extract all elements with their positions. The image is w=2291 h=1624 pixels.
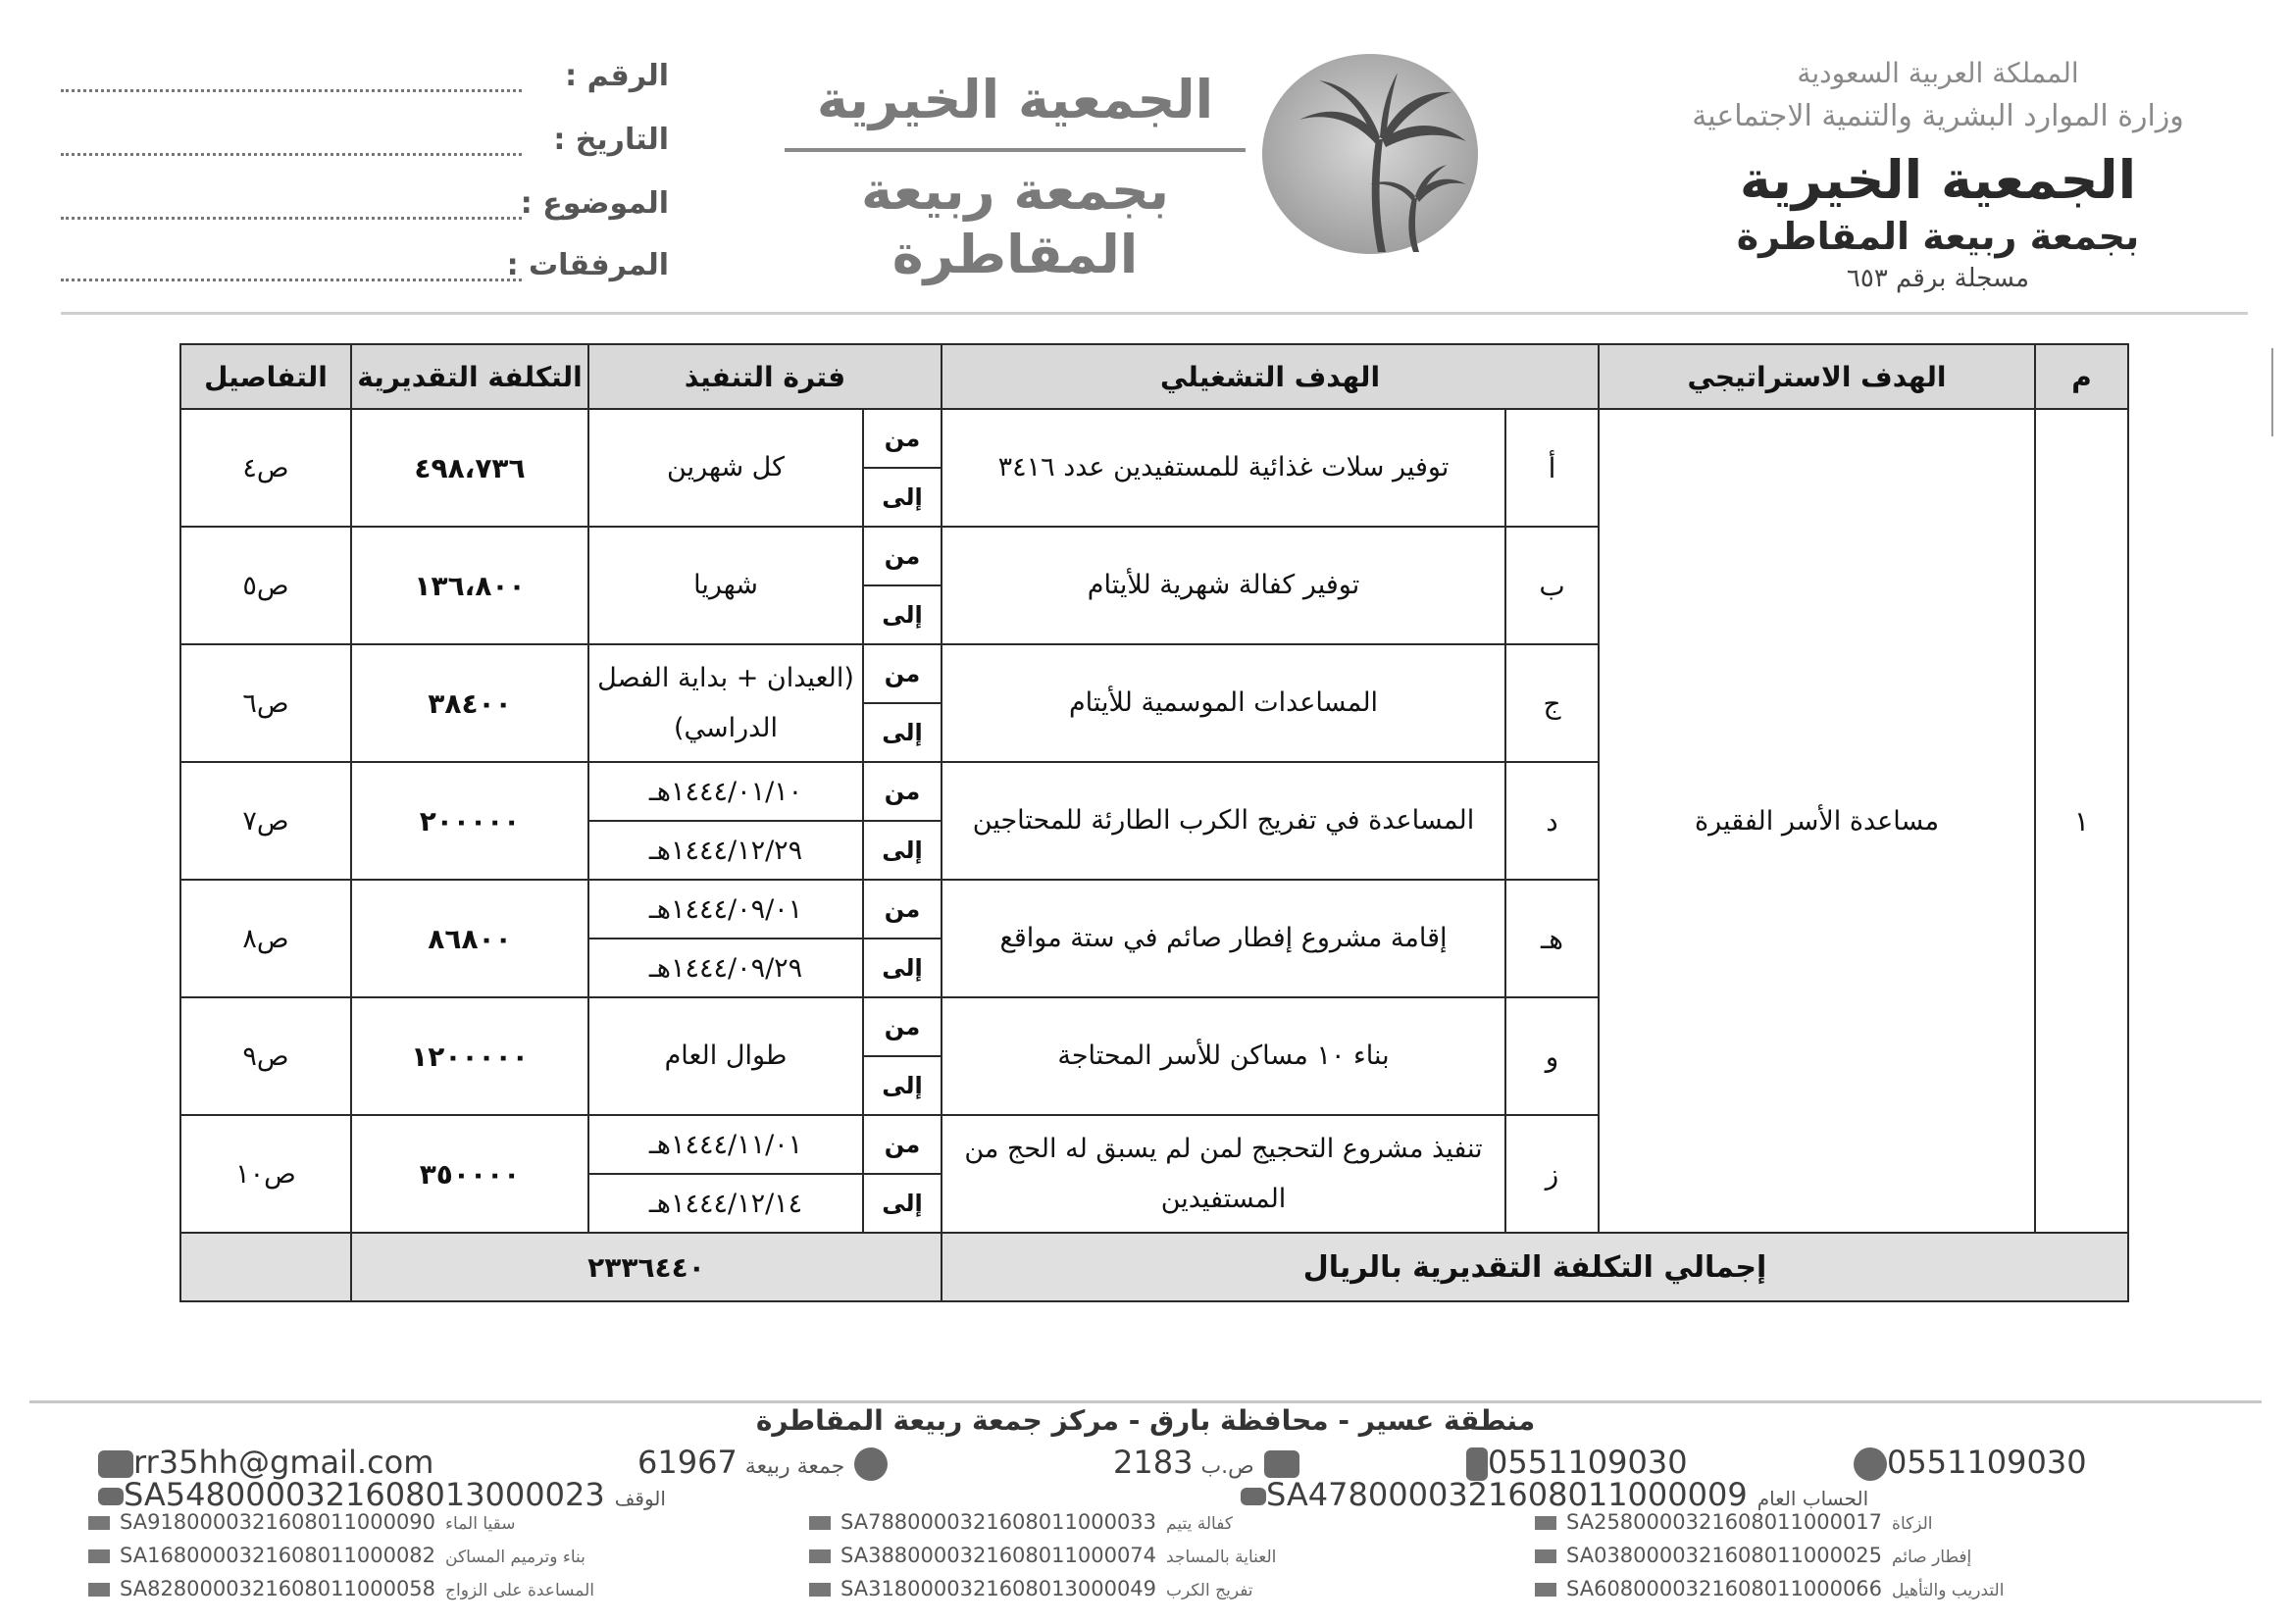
from-label: من — [863, 997, 942, 1056]
details-value: ص٦ — [180, 644, 351, 762]
total-row — [180, 1233, 2128, 1301]
bank-icon — [88, 1516, 110, 1530]
operational-goal: بناء ١٠ مساكن للأسر المحتاجة — [942, 997, 1505, 1115]
total-value: ٢٣٣٦٤٤٠ — [351, 1233, 942, 1301]
details-value: ص٩ — [180, 997, 351, 1115]
account-iban: SA6080000321608011000066 — [1566, 1577, 1883, 1600]
bank-icon — [809, 1549, 831, 1563]
account-item — [1535, 1510, 1933, 1534]
operational-goal: توفير كفالة شهرية للأيتام — [942, 527, 1505, 644]
waqf-account — [88, 1476, 666, 1513]
account-iban: SA7880000321608011000033 — [840, 1510, 1157, 1534]
details-value: ص٤ — [180, 409, 351, 527]
palm-logo — [1260, 51, 1481, 257]
accounts-grid — [78, 1510, 2236, 1624]
pobox-value: 2183 — [1113, 1444, 1194, 1481]
email-value: rr35hh@gmail.com — [133, 1444, 434, 1481]
details-value: ص٨ — [180, 880, 351, 997]
date-field[interactable] — [61, 123, 669, 162]
bank-icon — [809, 1516, 831, 1530]
account-label: إفطار صائم — [1892, 1548, 1972, 1567]
row-letter: أ — [1505, 409, 1599, 527]
cost-value: ٣٥٠٠٠٠ — [351, 1115, 588, 1233]
period-value: كل شهرين — [588, 409, 863, 527]
to-label: إلى — [863, 585, 942, 644]
header-divider — [61, 312, 2248, 315]
cost-value: ١٣٦،٨٠٠ — [351, 527, 588, 644]
account-item — [88, 1544, 585, 1567]
account-iban: SA8280000321608011000058 — [120, 1577, 436, 1600]
account-label: بناء وترميم المساكن — [445, 1548, 585, 1567]
waqf-iban: SA5480000321608013000023 — [124, 1476, 605, 1513]
to-label: إلى — [863, 821, 942, 880]
account-label: العناية بالمساجد — [1166, 1548, 1277, 1567]
cost-value: ٨٦٨٠٠ — [351, 880, 588, 997]
number-field[interactable] — [61, 59, 669, 98]
registration-number: مسجلة برقم ٦٥٣ — [1846, 264, 2030, 293]
to-label: إلى — [863, 1056, 942, 1115]
account-iban: SA9180000321608011000090 — [120, 1510, 436, 1534]
period-from: ١٤٤٤/١١/٠١هـ — [588, 1115, 863, 1174]
operational-goal: إقامة مشروع إفطار صائم في ستة مواقع — [942, 880, 1505, 997]
row-letter: ج — [1505, 644, 1599, 762]
account-iban: SA1680000321608011000082 — [120, 1544, 436, 1567]
footer-region: منطقة عسير - محافظة بارق - مركز جمعة ربيعة المقاطرة — [755, 1404, 1536, 1437]
account-item — [809, 1510, 1233, 1534]
attachments-dots — [61, 279, 522, 281]
organization-name: الجمعية الخيرية — [1739, 149, 2137, 211]
account-label: الزكاة — [1892, 1514, 1933, 1534]
date-label: التاريخ : — [553, 123, 669, 157]
operational-goal: المساعدة في تفريج الكرب الطارئة للمحتاجين — [942, 762, 1505, 880]
center-line-3: المقاطرة — [891, 224, 1139, 285]
row-letter: د — [1505, 762, 1599, 880]
main-accounts — [78, 1476, 2236, 1515]
subject-label: الموضوع : — [520, 186, 669, 221]
period-value: (العيدان + بداية الفصل الدراسي) — [588, 644, 863, 762]
period-value: شهريا — [588, 527, 863, 644]
center-title — [785, 69, 1246, 285]
operational-goal: تنفيذ مشروع التحجيج لمن لم يسبق له الحج من المستفيدين — [942, 1115, 1505, 1233]
cost-value: ٣٨٤٠٠ — [351, 644, 588, 762]
account-item — [809, 1577, 1253, 1600]
details-value: ص١٠ — [180, 1115, 351, 1233]
number-label: الرقم : — [565, 59, 669, 93]
subject-field[interactable] — [61, 186, 669, 226]
account-item — [88, 1577, 594, 1600]
account-item — [1535, 1577, 2004, 1600]
bank-icon — [98, 1488, 124, 1505]
account-label: المساعدة على الزواج — [445, 1581, 595, 1600]
bank-icon — [1535, 1516, 1556, 1530]
account-label: سقيا الماء — [445, 1514, 516, 1534]
total-label: إجمالي التكلفة التقديرية بالريال — [942, 1233, 2128, 1301]
attachments-label: المرفقات : — [506, 248, 669, 282]
organization-place: بجمعة ربيعة المقاطرة — [1736, 215, 2140, 258]
ministry-header — [1663, 57, 2213, 293]
period-from: ١٤٤٤/٠١/١٠هـ — [588, 762, 863, 821]
bank-icon — [88, 1583, 110, 1597]
kingdom-name: المملكة العربية السعودية — [1797, 57, 2079, 89]
operational-goal: توفير سلات غذائية للمستفيدين عدد ٣٤١٦ — [942, 409, 1505, 527]
general-account — [1231, 1476, 1868, 1513]
bank-icon — [1535, 1583, 1556, 1597]
from-label: من — [863, 1115, 942, 1174]
date-dots — [61, 153, 522, 156]
account-iban: SA0380000321608011000025 — [1566, 1544, 1883, 1567]
row-index: ١ — [2035, 409, 2128, 1233]
account-item — [1535, 1544, 1971, 1567]
whatsapp-value: 0551109030 — [1887, 1444, 2087, 1481]
pobox-label: ص.ب — [1200, 1454, 1254, 1479]
col-header-operational-goal: الهدف التشغيلي — [942, 344, 1599, 409]
account-label: تفريج الكرب — [1166, 1581, 1253, 1600]
strategic-goal: مساعدة الأسر الفقيرة — [1599, 409, 2035, 1233]
row-letter: هـ — [1505, 880, 1599, 997]
col-header-index: م — [2035, 344, 2128, 409]
account-label: التدريب والتأهيل — [1892, 1581, 2005, 1600]
cost-value: ١٢٠٠٠٠٠ — [351, 997, 588, 1115]
period-from: ١٤٤٤/٠٩/٠١هـ — [588, 880, 863, 939]
center-divider — [785, 148, 1246, 152]
edge-mark — [2271, 348, 2281, 436]
plan-table — [179, 343, 2129, 1302]
bank-icon — [809, 1583, 831, 1597]
from-label: من — [863, 880, 942, 939]
from-label: من — [863, 409, 942, 468]
postal-value: 61967 — [637, 1444, 738, 1481]
attachments-field[interactable] — [61, 248, 669, 287]
general-iban: SA4780000321608011000009 — [1266, 1476, 1748, 1513]
account-item — [88, 1510, 516, 1534]
to-label: إلى — [863, 703, 942, 762]
account-iban: SA3180000321608013000049 — [840, 1577, 1157, 1600]
bank-icon — [1535, 1549, 1556, 1563]
col-header-details: التفاصيل — [180, 344, 351, 409]
center-line-2: بجمعة ربيعة — [860, 160, 1170, 222]
row-letter: و — [1505, 997, 1599, 1115]
number-dots — [61, 89, 522, 92]
row-letter: ز — [1505, 1115, 1599, 1233]
general-label: الحساب العام — [1756, 1487, 1869, 1510]
col-header-cost: التكلفة التقديرية — [351, 344, 588, 409]
from-label: من — [863, 644, 942, 703]
table-row — [180, 409, 2128, 468]
period-to: ١٤٤٤/١٢/٢٩هـ — [588, 821, 863, 880]
account-label: كفالة يتيم — [1166, 1514, 1233, 1534]
mail-icon — [98, 1450, 133, 1478]
row-letter: ب — [1505, 527, 1599, 644]
account-iban: SA2580000321608011000017 — [1566, 1510, 1883, 1534]
period-value: طوال العام — [588, 997, 863, 1115]
subject-dots — [61, 217, 522, 220]
from-label: من — [863, 762, 942, 821]
phone-value: 0551109030 — [1488, 1444, 1688, 1481]
postal-label: جمعة ربيعة — [744, 1454, 845, 1479]
table-header-row — [180, 344, 2128, 409]
details-value: ص٧ — [180, 762, 351, 880]
from-label: من — [863, 527, 942, 585]
total-empty-cell — [180, 1233, 351, 1301]
center-line-1: الجمعية الخيرية — [816, 69, 1214, 130]
period-to: ١٤٤٤/٠٩/٢٩هـ — [588, 939, 863, 997]
cost-value: ٢٠٠٠٠٠ — [351, 762, 588, 880]
ministry-name: وزارة الموارد البشرية والتنمية الاجتماعية — [1692, 99, 2184, 133]
to-label: إلى — [863, 1174, 942, 1233]
to-label: إلى — [863, 939, 942, 997]
account-item — [809, 1544, 1276, 1567]
col-header-strategic-goal: الهدف الاستراتيجي — [1599, 344, 2035, 409]
footer-divider — [29, 1400, 2262, 1403]
operational-goal: المساعدات الموسمية للأيتام — [942, 644, 1505, 762]
waqf-label: الوقف — [614, 1487, 666, 1510]
to-label: إلى — [863, 468, 942, 527]
details-value: ص٥ — [180, 527, 351, 644]
account-iban: SA3880000321608011000074 — [840, 1544, 1157, 1567]
bank-icon — [1241, 1488, 1266, 1505]
bank-icon — [88, 1549, 110, 1563]
col-header-period: فترة التنفيذ — [588, 344, 942, 409]
mailbox-icon — [1264, 1450, 1299, 1478]
period-to: ١٤٤٤/١٢/١٤هـ — [588, 1174, 863, 1233]
cost-value: ٤٩٨،٧٣٦ — [351, 409, 588, 527]
